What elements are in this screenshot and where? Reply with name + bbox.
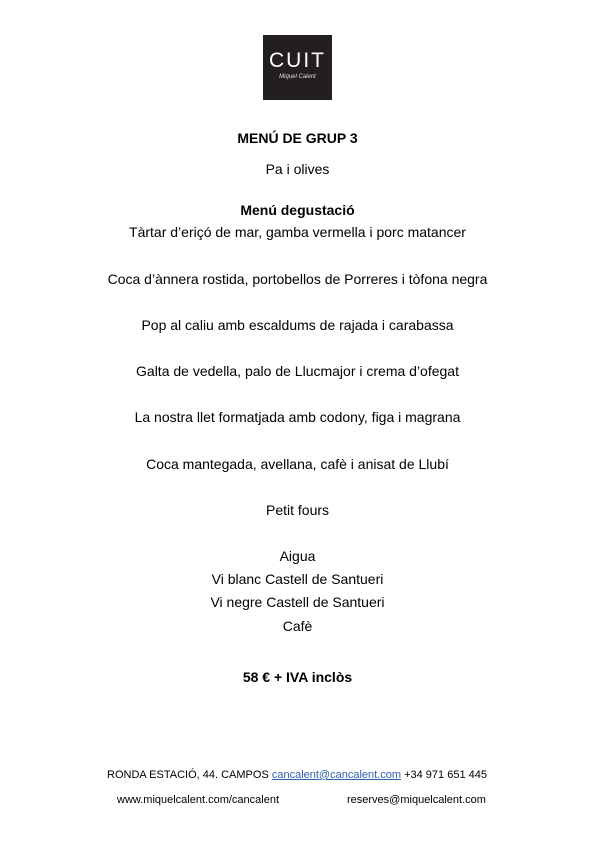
drink-item: Vi blanc Castell de Santueri: [211, 571, 384, 587]
drink-item: Aigua: [279, 548, 316, 564]
footer-contact: [107, 769, 487, 782]
price: 58 € + IVA inclòs: [242, 669, 353, 685]
logo-signature: Miquel Calent: [279, 74, 316, 80]
footer-address: RONDA ESTACIÓ, 44. CAMPOS: [107, 769, 269, 781]
footer-email-link[interactable]: cancalent@cancalent.com: [271, 769, 402, 781]
menu-title: MENÚ DE GRUP 3: [237, 130, 358, 146]
course-item: Coca mantegada, avellana, cafè i anisat de Llubí: [146, 456, 449, 472]
starter-item: Pa i olives: [265, 161, 330, 177]
course-item: La nostra llet formatjada amb codony, figa i magrana: [134, 409, 461, 425]
footer-phone: +34 971 651 445: [404, 769, 487, 781]
logo: [263, 35, 332, 100]
footer-reservations-email[interactable]: reserves@miquelcalent.com: [347, 794, 486, 806]
footer-website[interactable]: www.miquelcalent.com/cancalent: [117, 794, 280, 806]
logo-wordmark: CUIT: [269, 49, 326, 72]
drink-item: Vi negre Castell de Santueri: [210, 594, 385, 610]
course-item: Tàrtar d’eriçó de mar, gamba vermella i porc matancer: [129, 224, 466, 240]
course-item: Galta de vedella, palo de Llucmajor i crema d’ofegat: [136, 363, 459, 379]
course-item: Pop al caliu amb escaldums de rajada i carabassa: [141, 317, 454, 333]
tasting-heading: Menú degustació: [240, 202, 355, 218]
course-item: Coca d’ànnera rostida, portobellos de Porreres i tòfona negra: [107, 271, 488, 287]
drink-item: Cafè: [282, 618, 313, 634]
course-item: Petit fours: [265, 502, 330, 518]
